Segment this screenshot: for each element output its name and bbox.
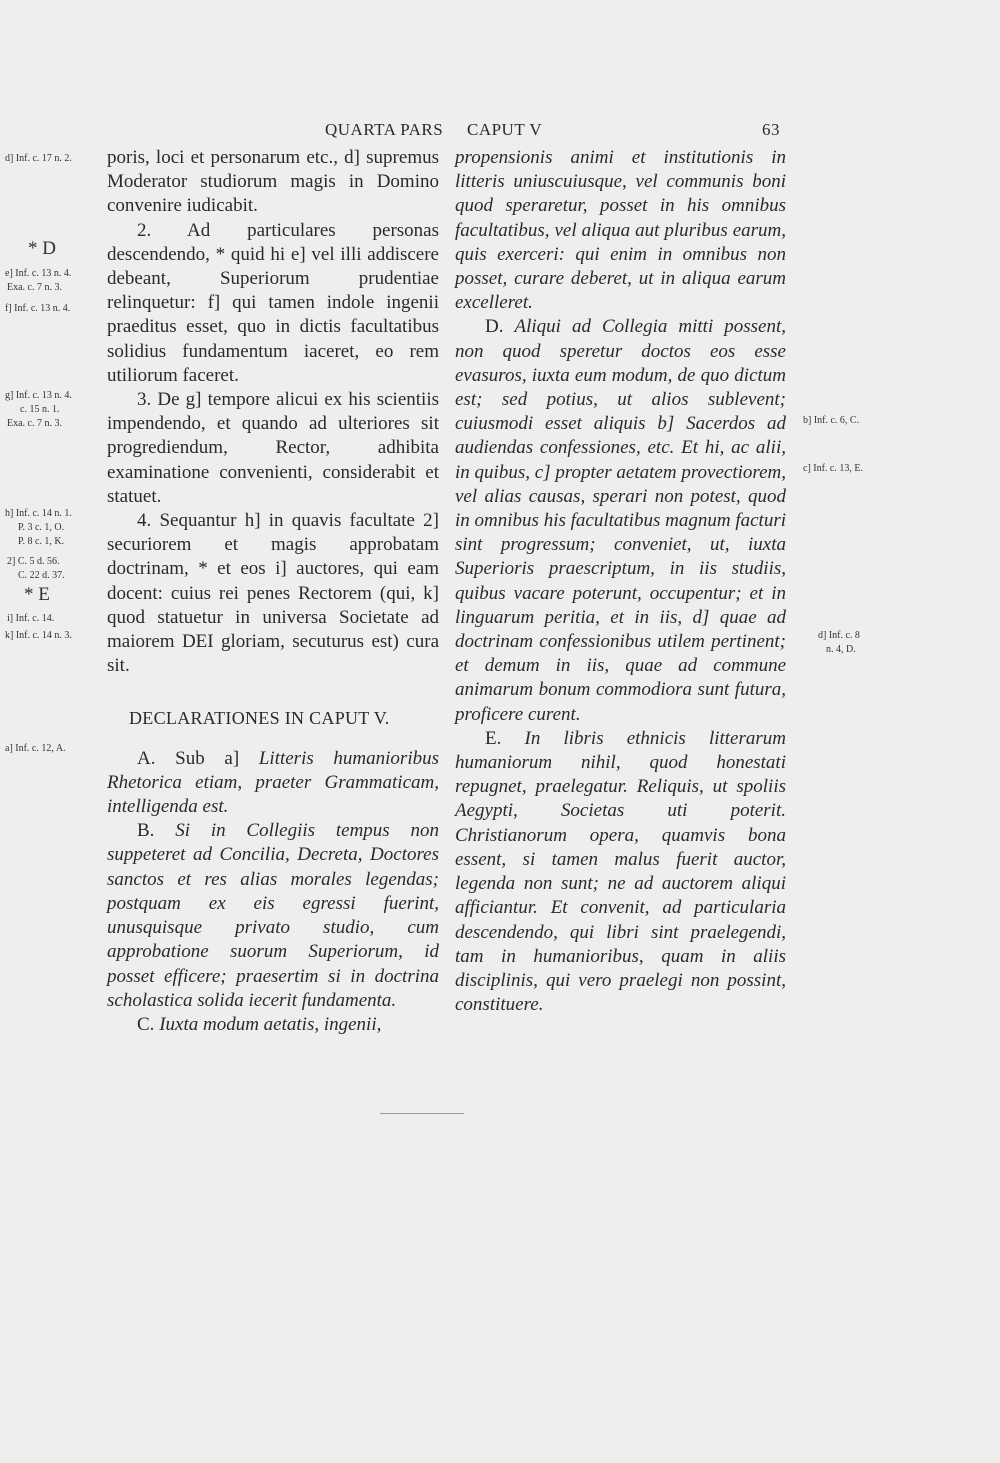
page-header: [0, 120, 1000, 144]
margin-note: c] Inf. c. 13, E.: [803, 463, 863, 474]
margin-note: f] Inf. c. 13 n. 4.: [5, 303, 71, 314]
running-title: QUARTA PARS CAPUT V: [325, 120, 543, 139]
declaration-text: Si in Collegiis tempus non suppeteret ad Concilia, Decreta, Doctores sanctos et res alias morales legendas; postquam ex eis egressi fuerint, unusquisque privato studio, cum approbatione suorum Superiorum, id posset efficere; praesertim si in doctrina scholastica solida iecerit fundamenta.: [107, 820, 439, 1011]
margin-note: d] Inf. c. 17 n. 2.: [5, 153, 72, 164]
declaration-e: [455, 727, 786, 1017]
declaration-label: B.: [137, 820, 155, 842]
margin-note: i] Inf. c. 14.: [7, 613, 55, 624]
margin-note: b] Inf. c. 6, C.: [803, 415, 860, 426]
margin-note: 2] C. 5 d. 56.: [7, 556, 60, 567]
declaration-text: Litteris humanioribus Rhetorica etiam, praeter Grammaticam, intelligenda est.: [107, 747, 439, 818]
declaration-label: A. Sub a]: [137, 747, 240, 769]
right-text-column: [455, 146, 786, 1017]
margin-note: Exa. c. 7 n. 3.: [7, 418, 62, 429]
paragraph: propensionis animi et institutionis in litteris uniuscuiusque, vel communis boni quod speraretur, posset in his omnibus facultatibus, vel aliqua aut pluribus earum, quis exerceri: qui enim in omnibus non posset, curare deberet, ut in aliqua earum excelleret.: [455, 147, 786, 314]
declaration-d: [455, 315, 786, 726]
declaration-text: Iuxta modum aetatis, ingenii,: [159, 1013, 382, 1035]
left-text-column: [107, 146, 439, 1037]
margin-note: c. 15 n. 1.: [20, 404, 60, 415]
declaration-label: D.: [485, 316, 504, 338]
margin-note: * D: [28, 238, 56, 259]
margin-note: d] Inf. c. 8: [818, 630, 860, 641]
margin-note: C. 22 d. 37.: [18, 570, 65, 581]
margin-note: P. 3 c. 1, O.: [18, 522, 65, 533]
margin-note: Exa. c. 7 n. 3.: [7, 282, 62, 293]
declaration-text: In libris ethnicis litterarum humaniorum nihil, quod honestati repugnet, praelegatur. Reliquis, ut spoliis Aegypti, Societas uti poterit. Christianorum opera, quamvis bona essent, si tamen malus fuerit auctor, legenda non sunt; ne ad auctorem aliqui afficiantur. Et convenit, ad particularia descendendo, qui libri sint praelegendi, tam in humanioribus, quam in aliis disciplinis, qui vero praelegi non possint, constituere.: [455, 727, 787, 1016]
page-number: 63: [762, 120, 780, 139]
paragraph: 4. Sequantur h] in quavis facultate 2] securiorem et magis approbatam doctrinam, * et eos i] auctores, qui eam docent: cuius rei penes Rectorem (qui, k] quod statuetur in universa Societate ad maiorem DEI gloriam, secuturus est) cura sit.: [107, 510, 439, 677]
paragraph: 2. Ad particulares personas descendendo, * quid hi e] vel illi addiscere debeant, Superiorum prudentiae relinquetur: f] qui tamen indole ingenii praeditus esset, quo in dictis facultatibus solidius fundamentum iaceret, eo rem utiliorum faceret.: [107, 219, 439, 386]
paragraph: poris, loci et personarum etc., d] supremus Moderator studiorum magis in Domino convenire iudicabit.: [107, 147, 439, 217]
separator-line: [380, 1113, 464, 1114]
declaration-label: C.: [137, 1013, 155, 1035]
section-heading: DECLARATIONES IN CAPUT V.: [129, 708, 390, 729]
margin-note: P. 8 c. 1, K.: [18, 536, 65, 547]
paragraph: 3. De g] tempore alicui ex his scientiis impendendo, et quando ad ulteriores sit progrediendum, Rector, adhibita examinatione convenienti, considerabit et statuet.: [107, 389, 439, 507]
declaration-b: [107, 819, 439, 1013]
margin-note: * E: [24, 584, 50, 605]
declaration-text: Aliqui ad Collegia mitti possent, non quod speretur doctos eos esse evasuros, iuxta eum modum, de quo dictum est; sed potius, ut alios sublevent; cuiusmodi esset aliquis b] Sacerdos ad audiendas confessiones, etc. Et hi, ac alii, in quibus, c] propter aetatem provectiorem, vel alias causas, sperari non potest, quod in omnibus his facultatibus magnum facturi sint progressum; conveniet, ut, iuxta Superioris praescriptum, in iis studiis, quibus vacare poterunt, occupentur; et in linguarum peritia, et in iis, d] quae ad doctrinam confessionibus utilem pertinent; et demum in iis, quae ad commune animarum bonum commodiora sunt futura, proficere curent.: [455, 316, 786, 725]
margin-note: k] Inf. c. 14 n. 3.: [5, 630, 72, 641]
margin-note: n. 4, D.: [826, 644, 856, 655]
margin-note: g] Inf. c. 13 n. 4.: [5, 390, 72, 401]
declaration-a: [107, 747, 439, 820]
declaration-c: [107, 1013, 439, 1037]
margin-note: a] Inf. c. 12, A.: [5, 743, 66, 754]
declaration-label: E.: [485, 727, 502, 749]
margin-note: h] Inf. c. 14 n. 1.: [5, 508, 72, 519]
margin-note: e] Inf. c. 13 n. 4.: [5, 268, 72, 279]
